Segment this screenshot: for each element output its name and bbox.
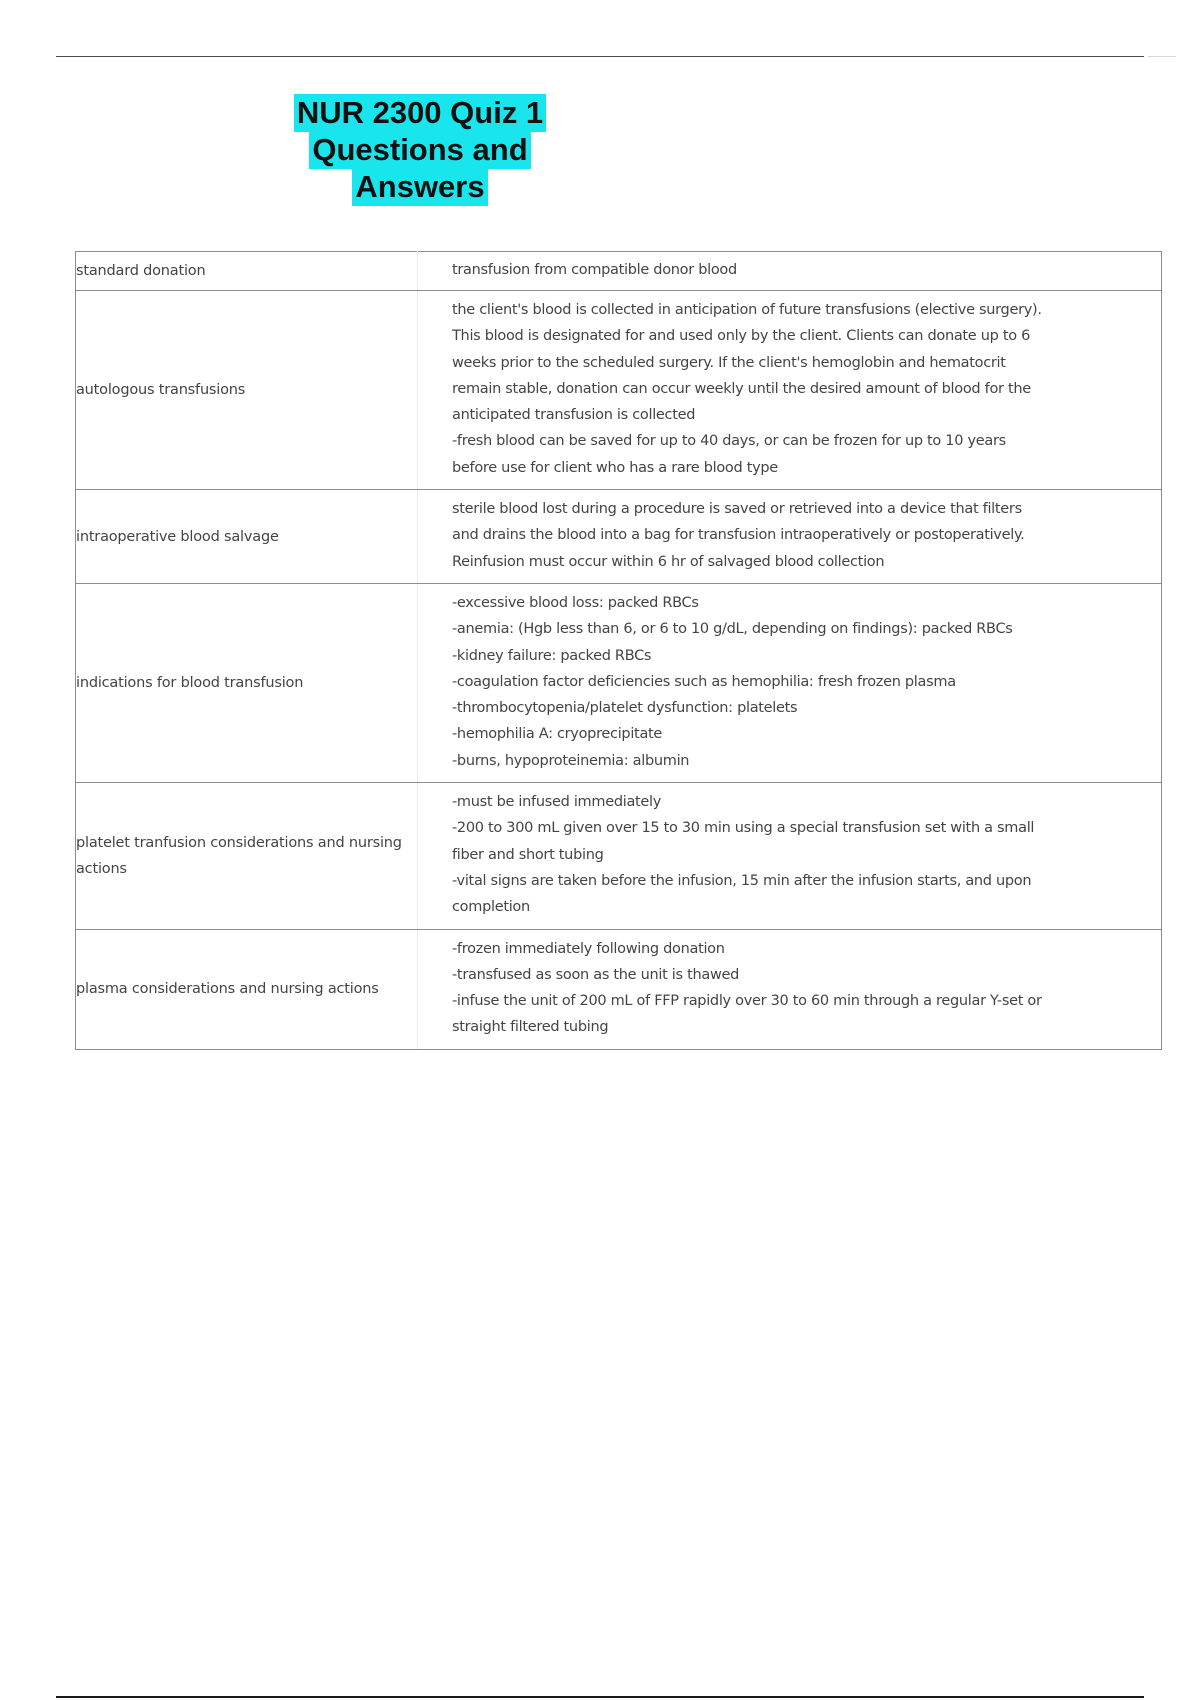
definition-line: before use for client who has a rare blood type (452, 459, 778, 476)
table-row (76, 252, 1162, 291)
qa-table (75, 251, 1162, 1050)
term-cell: standard donation (76, 252, 418, 291)
table-row (76, 583, 1162, 782)
definition-cell (418, 929, 1162, 1049)
term-cell: platelet tranfusion considerations and nursing actions (76, 783, 418, 929)
bottom-rule (56, 1696, 1144, 1698)
definition-line: -frozen immediately following donation (452, 940, 725, 957)
definition-line: weeks prior to the scheduled surgery. If the client's hemoglobin and hematocrit (452, 354, 1006, 371)
definition-line: -fresh blood can be saved for up to 40 days, or can be frozen for up to 10 years (452, 433, 1006, 450)
definition-line: -thrombocytopenia/platelet dysfunction: platelets (452, 700, 798, 717)
definition-line: -kidney failure: packed RBCs (452, 647, 652, 664)
definition-cell (418, 783, 1162, 929)
definition-line: transfusion from compatible donor blood (452, 261, 737, 278)
definition-line: -excessive blood loss: packed RBCs (452, 594, 699, 611)
definition-line: -coagulation factor deficiencies such as hemophilia: fresh frozen plasma (452, 673, 956, 690)
definition-line: fiber and short tubing (452, 846, 604, 863)
table-row (76, 291, 1162, 490)
definition-line: -burns, hypoproteinemia: albumin (452, 752, 690, 769)
term-cell: autologous transfusions (76, 291, 418, 490)
title-line-2 (270, 131, 570, 168)
title-line-3 (270, 168, 570, 205)
definition-line: Reinfusion must occur within 6 hr of salvaged blood collection (452, 553, 885, 570)
definition-line: -transfused as soon as the unit is thawed (452, 966, 740, 983)
definition-line: anticipated transfusion is collected (452, 407, 696, 424)
definition-line: This blood is designated for and used only by the client. Clients can donate up to 6 (452, 328, 1031, 345)
definition-cell (418, 583, 1162, 782)
definition-line: -anemia: (Hgb less than 6, or 6 to 10 g/dL, depending on findings): packed RBCs (452, 621, 1013, 638)
table-row (76, 929, 1162, 1049)
definition-line: and drains the blood into a bag for transfusion intraoperatively or postoperatively. (452, 527, 1025, 544)
title-line-3-text: Answers (352, 168, 487, 206)
top-rule-stub (1148, 56, 1176, 57)
table-row (76, 783, 1162, 929)
document-title (270, 94, 570, 205)
definition-line: -infuse the unit of 200 mL of FFP rapidly over 30 to 60 min through a regular Y-set or (452, 993, 1042, 1010)
title-line-2-text: Questions and (309, 131, 530, 169)
definition-line: straight filtered tubing (452, 1019, 609, 1036)
definition-line: -200 to 300 mL given over 15 to 30 min using a special transfusion set with a small (452, 820, 1035, 837)
definition-cell (418, 490, 1162, 584)
term-cell: indications for blood transfusion (76, 583, 418, 782)
definition-line: -hemophilia A: cryoprecipitate (452, 726, 663, 743)
term-cell: plasma considerations and nursing actions (76, 929, 418, 1049)
term-cell: intraoperative blood salvage (76, 490, 418, 584)
title-line-1 (270, 94, 570, 131)
definition-line: -must be infused immediately (452, 794, 662, 811)
definition-cell (418, 291, 1162, 490)
definition-line: the client's blood is collected in anticipation of future transfusions (elective surgery). (452, 302, 1042, 318)
table-row (76, 490, 1162, 584)
top-rule (56, 56, 1144, 57)
definition-line: -vital signs are taken before the infusion, 15 min after the infusion starts, and upon (452, 872, 1032, 889)
title-line-1-text: NUR 2300 Quiz 1 (294, 94, 546, 132)
definition-line: sterile blood lost during a procedure is saved or retrieved into a device that filters (452, 501, 1022, 518)
definition-cell (418, 252, 1162, 291)
definition-line: completion (452, 899, 530, 916)
definition-line: remain stable, donation can occur weekly until the desired amount of blood for the (452, 380, 1031, 397)
